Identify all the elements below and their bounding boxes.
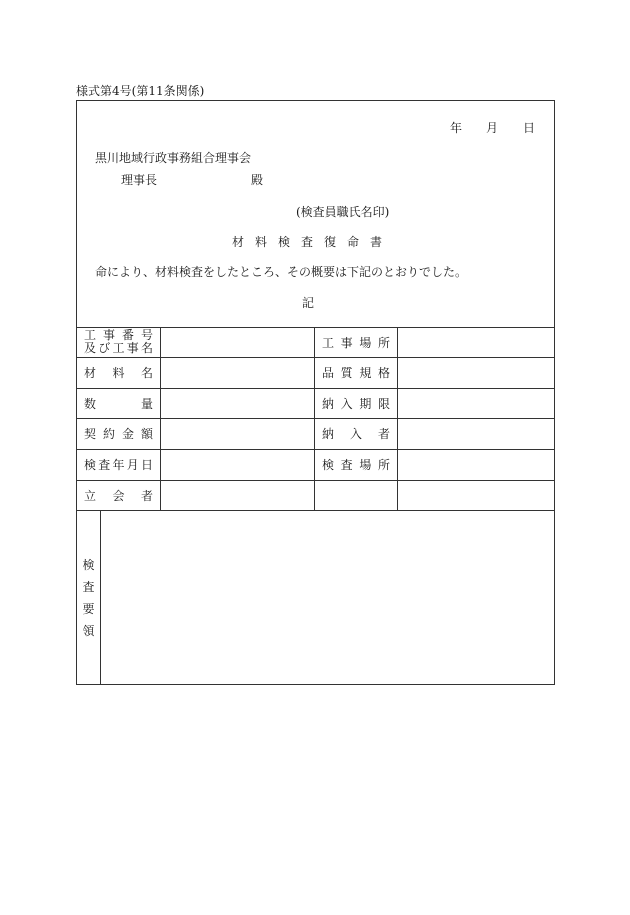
- value-quality-standard[interactable]: [398, 357, 554, 387]
- value-inspection-location[interactable]: [398, 449, 554, 479]
- addressee-organization: 黒川地域行政事務組合理事会: [95, 151, 252, 165]
- label-inspection-date: 検 査 年 月 日: [84, 457, 153, 472]
- label-blank: [315, 480, 397, 510]
- label-quality-standard: 品 質 規 格: [322, 365, 390, 380]
- value-blank[interactable]: [398, 480, 554, 510]
- value-contract-amount[interactable]: [161, 418, 314, 448]
- inspection-points-char: 査: [82, 579, 95, 594]
- report-form: [76, 100, 555, 685]
- ki-notation: 記: [302, 296, 315, 310]
- body-text: 命により、材料検査をしたところ、その概要は下記のとおりでした。: [95, 265, 468, 279]
- value-material-name[interactable]: [161, 357, 314, 387]
- value-delivery-deadline[interactable]: [398, 388, 554, 418]
- value-quantity[interactable]: [161, 388, 314, 418]
- label-witness: 立 会 者: [84, 488, 153, 503]
- value-witness[interactable]: [161, 480, 314, 510]
- label-project-number-line2: 及 び 工 事 名: [84, 341, 153, 355]
- value-supplier[interactable]: [398, 418, 554, 448]
- label-project-number-line1: 工 事 番 号: [84, 328, 153, 342]
- document-title: 材料検査復命書: [232, 235, 394, 249]
- date-year-label: 年: [450, 121, 463, 135]
- label-material-name: 材 料 名: [84, 365, 153, 380]
- label-contract-amount: 契 約 金 額: [84, 426, 153, 441]
- inspection-points-char: 要: [82, 601, 95, 616]
- date-month-label: 月: [486, 121, 499, 135]
- addressee-honorific: 殿: [251, 173, 264, 187]
- date-day-label: 日: [523, 121, 536, 135]
- value-inspection-points[interactable]: [101, 511, 554, 685]
- label-project-location: 工 事 場 所: [322, 335, 390, 350]
- label-inspection-points: [77, 510, 100, 685]
- inspection-points-char: 領: [82, 623, 95, 638]
- addressee-title: 理事長: [121, 173, 158, 187]
- label-project-number: [77, 327, 160, 357]
- inspection-points-char: 検: [82, 557, 95, 572]
- inspector-signature-line: (検査員職氏名印): [296, 205, 390, 219]
- value-project-number[interactable]: [161, 327, 314, 357]
- label-delivery-deadline: 納 入 期 限: [322, 396, 390, 411]
- label-supplier: 納 入 者: [322, 426, 390, 441]
- value-project-location[interactable]: [398, 327, 554, 357]
- label-inspection-location: 検 査 場 所: [322, 457, 390, 472]
- form-number: 様式第4号(第11条関係): [76, 84, 205, 98]
- label-quantity: 数 量: [84, 396, 153, 411]
- value-inspection-date[interactable]: [161, 449, 314, 479]
